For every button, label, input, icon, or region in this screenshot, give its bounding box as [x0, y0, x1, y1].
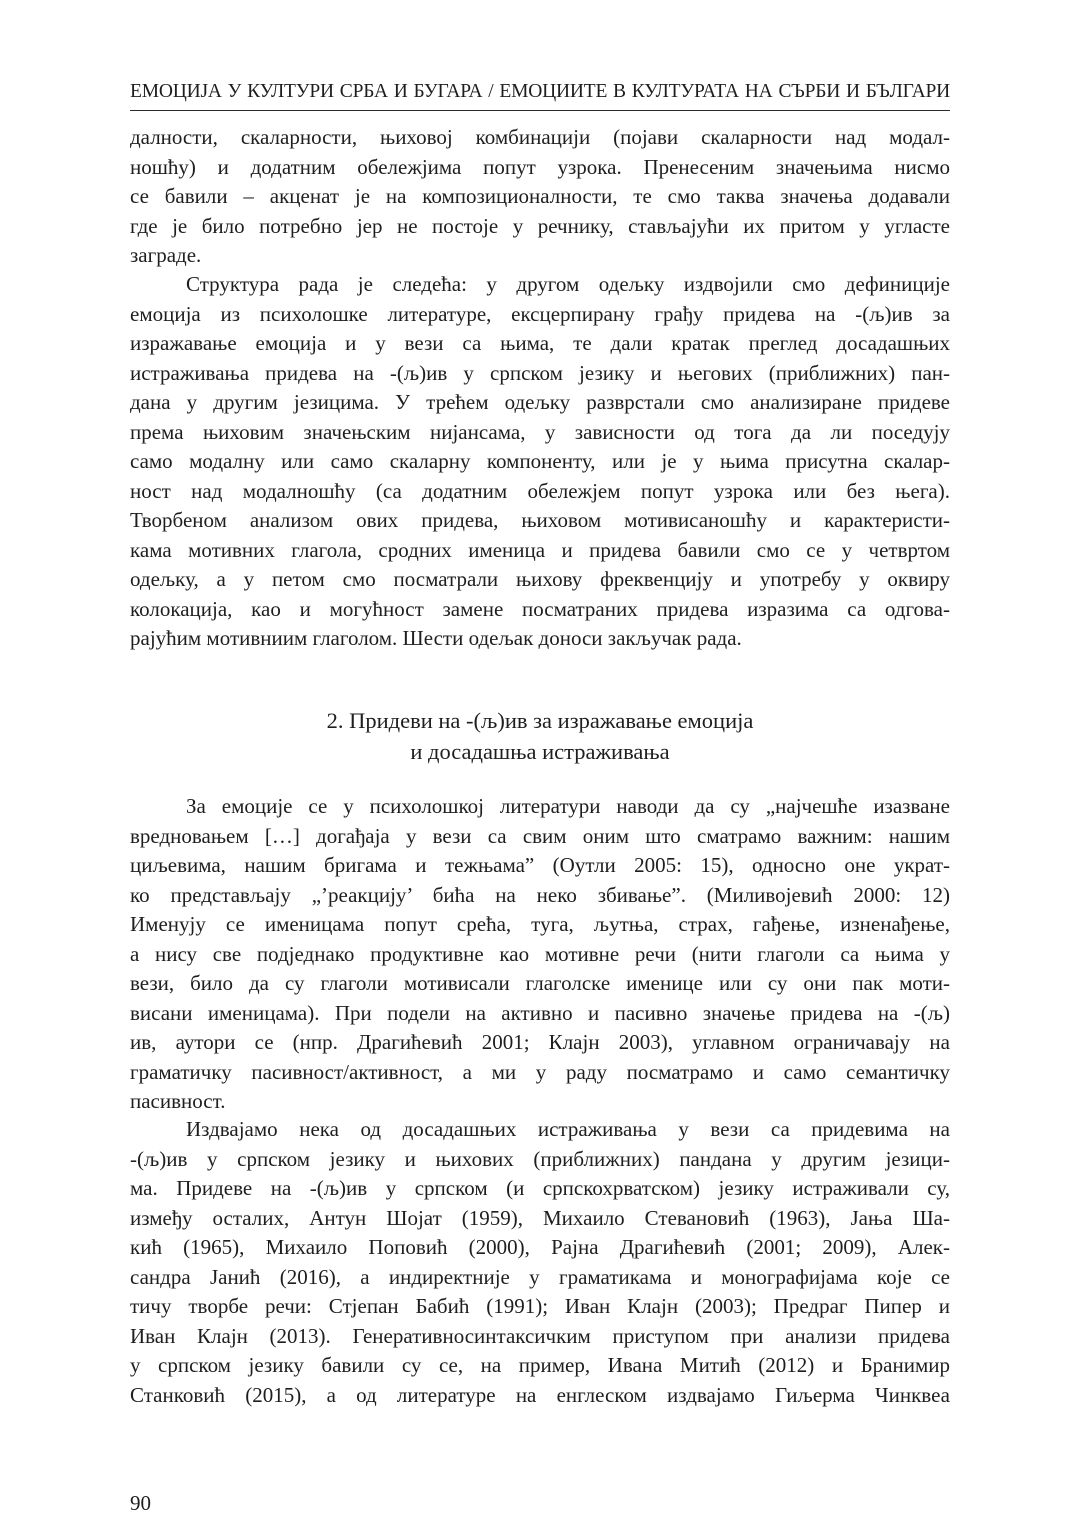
text-line: емоција из психолошке литературе, ексцерпирану грађу придева на -(љ)ив за [130, 301, 950, 326]
section-title-line-1: 2. Придеви на -(љ)ив за изражавање емоција [326, 708, 754, 733]
running-header: ЕМОЦИЈА У КУЛТУРИ СРБА И БУГАРА / ЕМОЦИИТЕ В КУЛТУРАТА НА СЪРБИ И БЪЛГАРИ [130, 81, 950, 102]
text-line: рајућим мотивниим глаголом. Шести одељак доноси закључак рада. [130, 626, 742, 650]
header-rule [130, 110, 950, 111]
text-line: Именују се именицама попут срећа, туга, љутња, страх, гађење, изненађење, [130, 912, 950, 936]
text-line: Творбеном анализом ових придева, њиховом мотивисаношћу и карактеристи- [130, 508, 950, 532]
text-line: у српском језику бавили су се, на пример, Ивана Митић (2012) и Бранимир [130, 1353, 950, 1377]
text-line: сандра Јанић (2016), а индиректније у граматикама и монографијама које се [130, 1264, 950, 1289]
text-line: тичу творбе речи: Стјепан Бабић (1991); Иван Клајн (2003); Предраг Пипер и [130, 1294, 950, 1318]
text-line: заграде. [130, 243, 202, 267]
text-line: циљевима, нашим бригама и тежњама” (Оутли 2005: 15), односно оне украт- [130, 853, 950, 877]
text-line: Станковић (2015), а од литературе на енглеском издвајамо Гиљерма Чинквеа [130, 1382, 950, 1407]
text-line: кић (1965), Михаило Поповић (2000), Рајна Драгићевић (2001; 2009), Алек- [130, 1235, 950, 1259]
text-line: ност над модалношћу (са додатним обележјем попут узрока или без њега). [130, 478, 950, 503]
text-line: вредновањем […] догађаја у вези са свим оним што сматрамо важним: нашим [130, 823, 950, 848]
text-line: Издвајамо нека од досадашњих истраживања у вези са придевима на [186, 1117, 950, 1141]
text-line: Структура рада је следећа: у другом одељку издвојили смо дефиниције [186, 272, 950, 296]
paragraph-2 [130, 270, 950, 654]
section-title-line-2: и досадашња истраживања [410, 739, 670, 764]
text-line: ма. Придеве на -(љ)ив у српском (и српскохрватском) језику истраживали су, [130, 1176, 950, 1200]
text-line: ко представљају „’реакцију’ бића на неко збивање”. (Миливојевић 2000: 12) [130, 882, 950, 907]
text-line: вези, било да су глаголи мотивисали глаголске именице или су они пак моти- [130, 971, 950, 995]
text-line: се бавили – акценат је на композиционалности, те смо таква значења додавали [130, 184, 950, 208]
paragraph-1 [130, 123, 950, 271]
text-line: према њиховим значењским нијансама, у зависности од тога да ли поседују [130, 419, 950, 444]
paragraph-4 [130, 1115, 950, 1410]
text-line: само модалну или само скаларну компоненту, или је у њима присутна скалар- [130, 449, 950, 473]
section-title [130, 705, 950, 767]
text-line: истраживања придева на -(љ)ив у српском језику и његових (приближних) пан- [130, 360, 950, 385]
text-line: граматичку пасивност/активност, а ми у раду посматрамо и само семантичку [130, 1059, 950, 1084]
text-line: далности, скаларности, њиховој комбинацији (појави скаларности над модал- [130, 125, 950, 149]
text-line: Иван Клајн (2013). Генеративносинтаксичким приступом при анализи придева [130, 1323, 950, 1348]
text-line: колокација, као и могућност замене посматраних придева изразима са одгова- [130, 596, 950, 621]
text-line: ношћу) и додатним обележјима попут узрока. Пренесеним значењима нисмо [130, 154, 950, 179]
paragraph-3 [130, 792, 950, 1117]
text-line: -(љ)ив у српском језику и њихових (приближних) пандана у другим језици- [130, 1146, 950, 1171]
text-line: дана у другим језицима. У трећем одељку разврстали смо анализиране придеве [130, 390, 950, 414]
text-line: пасивност. [130, 1089, 226, 1113]
document-page [130, 0, 950, 1524]
text-line: а нису све подједнако продуктивне као мотивне речи (нити глаголи са њима у [130, 941, 950, 966]
text-line: изражавање емоција и у вези са њима, те дали кратак преглед досадашњих [130, 331, 950, 355]
page-number: 90 [130, 1491, 151, 1515]
text-line: између осталих, Антун Шојат (1959), Михаило Стевановић (1963), Јања Ша- [130, 1205, 950, 1230]
text-line: одељку, а у петом смо посматрали њихову фреквенцију и употребу у оквиру [130, 567, 950, 591]
text-line: За емоције се у психолошкој литератури наводи да су „најчешће изазване [186, 794, 950, 818]
text-line: где је било потребно јер не постоје у речнику, стављајући их притом у угласте [130, 213, 950, 238]
text-line: ив, аутори се (нпр. Драгићевић 2001; Клајн 2003), углавном ограничавају на [130, 1030, 950, 1054]
text-line: висани именицама). При подели на активно и пасивно значење придева на -(љ) [130, 1000, 950, 1025]
text-line: кама мотивних глагола, сродних именица и придева бавили смо се у четвртом [130, 537, 950, 562]
